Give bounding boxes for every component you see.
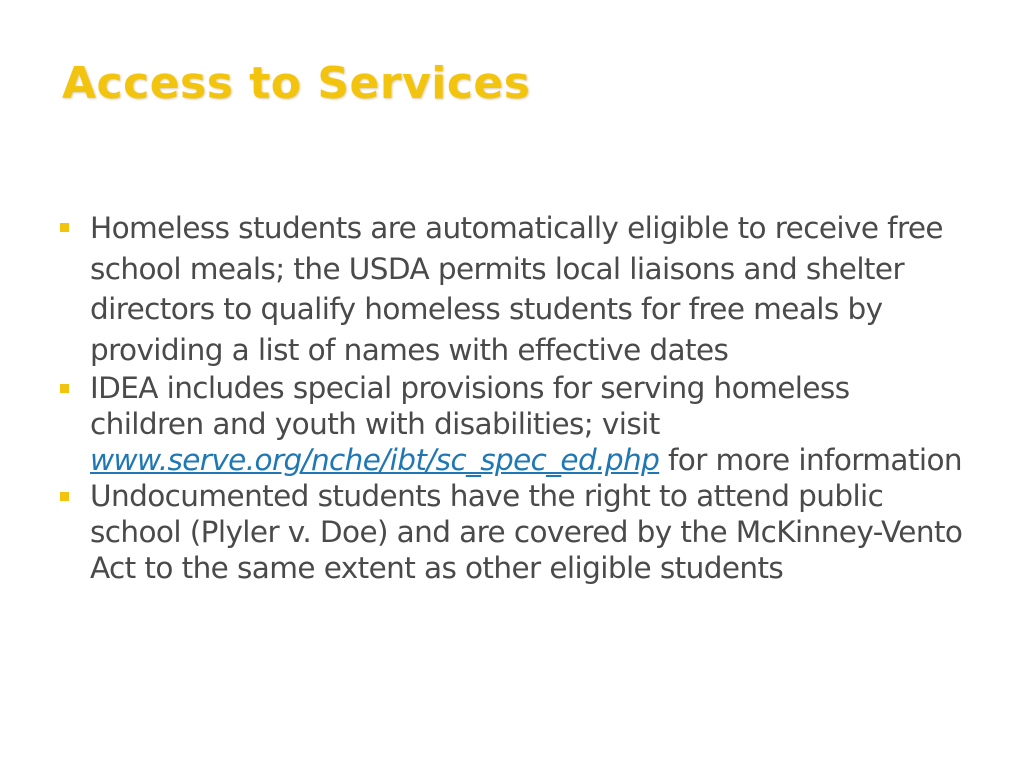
bullet-text-meals: Homeless students are automatically eligible to receive free school meals; the USDA permits local liaisons and shelter directors to qualify homeless students for free meals by providing a list of names with effective dates [90,211,943,367]
bullet-text-idea-after: for more information [659,443,963,477]
slide-title: Access to Services [62,58,531,109]
square-bullet-icon [60,384,69,393]
serve-org-link[interactable]: www.serve.org/nche/ibt/sc_spec_ed.php [90,443,660,477]
bullet-item-meals [58,208,968,370]
square-bullet-icon [60,223,69,232]
square-bullet-icon [60,492,69,501]
bullet-text-idea-before: IDEA includes special provisions for serving homeless children and youth with disabilities; visit [90,371,850,441]
bullet-item-undocumented [58,478,968,586]
bullet-item-idea [58,370,968,478]
bullet-list [58,208,968,586]
bullet-text-undocumented: Undocumented students have the right to attend public school (Plyler v. Doe) and are covered by the McKinney-Vento Act to the same extent as other eligible students [90,479,963,585]
